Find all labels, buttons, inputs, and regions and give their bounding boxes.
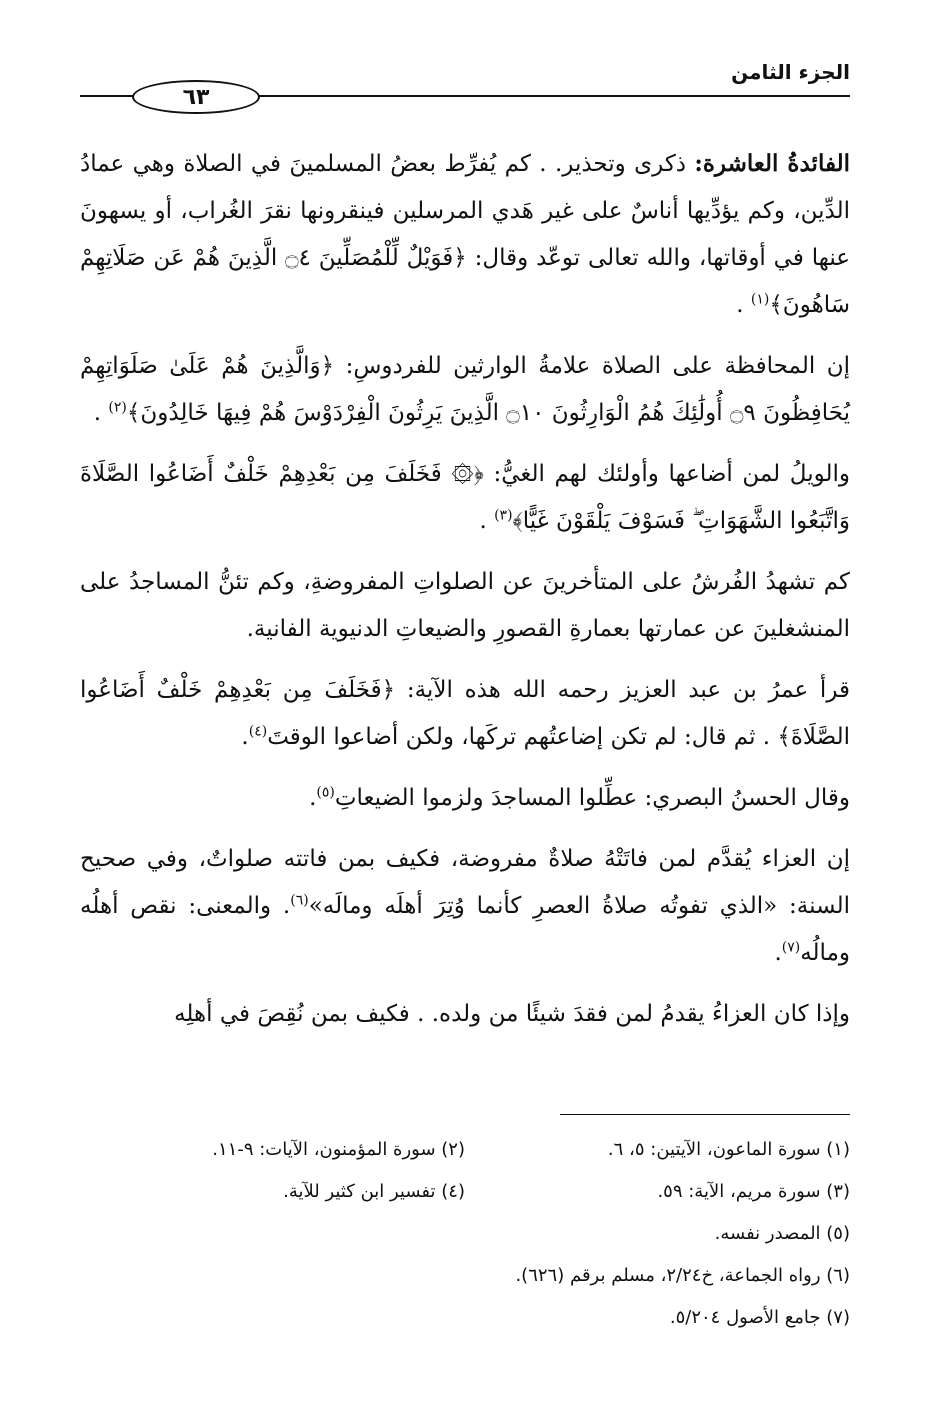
paragraph-1-lead: الفائدةُ العاشرة:	[694, 150, 850, 177]
footnote-row	[80, 1212, 850, 1254]
paragraph-7	[80, 836, 850, 977]
paragraph-6-end: .	[309, 785, 317, 811]
footnote-ref-4: (٤)	[248, 723, 268, 740]
paragraph-7-text: إن العزاء يُقدَّم لمن فاتَتْهُ صلاةٌ مفروضة، فكيف بمن فاتته صلواتٌ، وفي صحيح السنة: «الذي تفوتُه صلاةُ العصرِ كأنما وُتِرَ أهلَه ومالَه»	[80, 846, 850, 919]
paragraph-4	[80, 559, 850, 653]
paragraph-7-end: .	[774, 940, 782, 966]
quran-quote-4: ﴿فَخَلَفَ مِن بَعْدِهِمْ خَلْفٌ أَضَاعُوا الصَّلَاةَ﴾	[80, 677, 850, 750]
quran-quote-2: ﴿وَالَّذِينَ هُمْ عَلَىٰ صَلَوَاتِهِمْ يُحَافِظُونَ ۝٩ أُولَٰئِكَ هُمُ الْوَارِثُونَ ۝١٠ الَّذِينَ يَرِثُونَ الْفِرْدَوْسَ هُمْ فِيهَا خَالِدُونَ﴾	[80, 353, 850, 426]
page-header	[80, 58, 850, 118]
page-number: ٦٣	[132, 80, 260, 114]
paragraph-5	[80, 667, 850, 761]
paragraph-2	[80, 343, 850, 437]
paragraph-5-text: قرأ عمرُ بن عبد العزيز رحمه الله هذه الآية:	[395, 677, 851, 703]
paragraph-1-end: .	[736, 292, 751, 318]
footnote-row	[80, 1128, 850, 1170]
footnote-3: (٣) سورة مريم، الآية: ٥٩.	[657, 1180, 850, 1202]
paragraph-8-text: وإذا كان العزاءُ يقدمُ لمن فقدَ شيئًا من ولده. . فكيف بمن نُقِصَ في أهلِه	[174, 1001, 850, 1027]
quran-quote-3: ﴿۞ فَخَلَفَ مِن بَعْدِهِمْ خَلْفٌ أَضَاعُوا الصَّلَاةَ وَاتَّبَعُوا الشَّهَوَاتِ ۖ فَسَوْفَ يَلْقَوْنَ غَيًّا﴾	[80, 461, 850, 534]
paragraph-5-end: .	[241, 724, 249, 750]
footnote-4: (٤) تفسير ابن كثير للآية.	[283, 1180, 465, 1202]
paragraph-6	[80, 775, 850, 822]
footnote-ref-1: (١)	[750, 291, 770, 308]
running-title: الجزء الثامن	[731, 60, 850, 84]
paragraph-2-end: .	[93, 400, 109, 426]
footnote-separator	[560, 1114, 850, 1115]
footnote-row	[80, 1254, 850, 1296]
footnote-ref-6: (٦)	[290, 892, 309, 909]
footnote-ref-2: (٢)	[108, 399, 127, 416]
main-text	[80, 140, 850, 1052]
footnote-1: (١) سورة الماعون، الآيتين: ٥، ٦.	[607, 1138, 850, 1160]
paragraph-1-text: ذكرى وتحذير. . كم يُفرِّط بعضُ المسلمينَ في الصلاة وهي عمادُ الدِّين، وكم يؤدِّيها أناسٌ على غير هَدي المرسلين فينقرونها نقرَ الغُراب، أو يسهونَ عنها في أوقاتها، والله تعالى توعّد وقال:	[80, 151, 850, 271]
paragraph-2-text: إن المحافظة على الصلاة علامةُ الوارثين للفردوسِ:	[334, 353, 850, 379]
quran-quote-1: ﴿فَوَيْلٌ لِّلْمُصَلِّينَ ۝٤ الَّذِينَ هُمْ عَن صَلَاتِهِمْ سَاهُونَ﴾	[80, 245, 850, 318]
footnote-row	[80, 1296, 850, 1338]
paragraph-4-text: كم تشهدُ الفُرشُ على المتأخرينَ عن الصلواتِ المفروضةِ، وكم تئنُّ المساجدُ على المنشغلينَ عن عمارتها بعمارةِ القصورِ والضيعاتِ الدنيوية الفانية.	[80, 569, 850, 642]
footnotes	[80, 1128, 850, 1338]
footnote-5: (٥) المصدر نفسه.	[714, 1222, 850, 1244]
footnote-ref-7: (٧)	[781, 939, 801, 956]
footnote-row	[80, 1170, 850, 1212]
paragraph-6-text: وقال الحسنُ البصري: عطِّلوا المساجدَ ولزموا الضيعاتِ	[334, 785, 850, 811]
footnote-6: (٦) رواه الجماعة، خ٢/٢٤، مسلم برقم (٦٢٦).	[515, 1264, 850, 1286]
paragraph-3-end: .	[479, 508, 495, 534]
paragraph-7-mid: . والمعنى: نقص أهلُه ومالُه	[80, 893, 850, 966]
footnote-ref-5: (٥)	[316, 784, 335, 801]
paragraph-1	[80, 140, 850, 329]
paragraph-5-mid: . ثم قال: لم تكن إضاعتُهم تركَها، ولكن أضاعوا الوقتَ	[267, 724, 778, 750]
footnote-ref-3: (٣)	[494, 507, 513, 524]
paragraph-3-text: والويلُ لمن أضاعها وأولئك لهم الغيُّ:	[483, 461, 850, 487]
paragraph-3	[80, 451, 850, 545]
footnote-2: (٢) سورة المؤمنون، الآيات: ٩-١١.	[212, 1138, 465, 1160]
paragraph-8	[80, 991, 850, 1038]
footnote-7: (٧) جامع الأصول ٥/٢٠٤.	[669, 1306, 850, 1328]
